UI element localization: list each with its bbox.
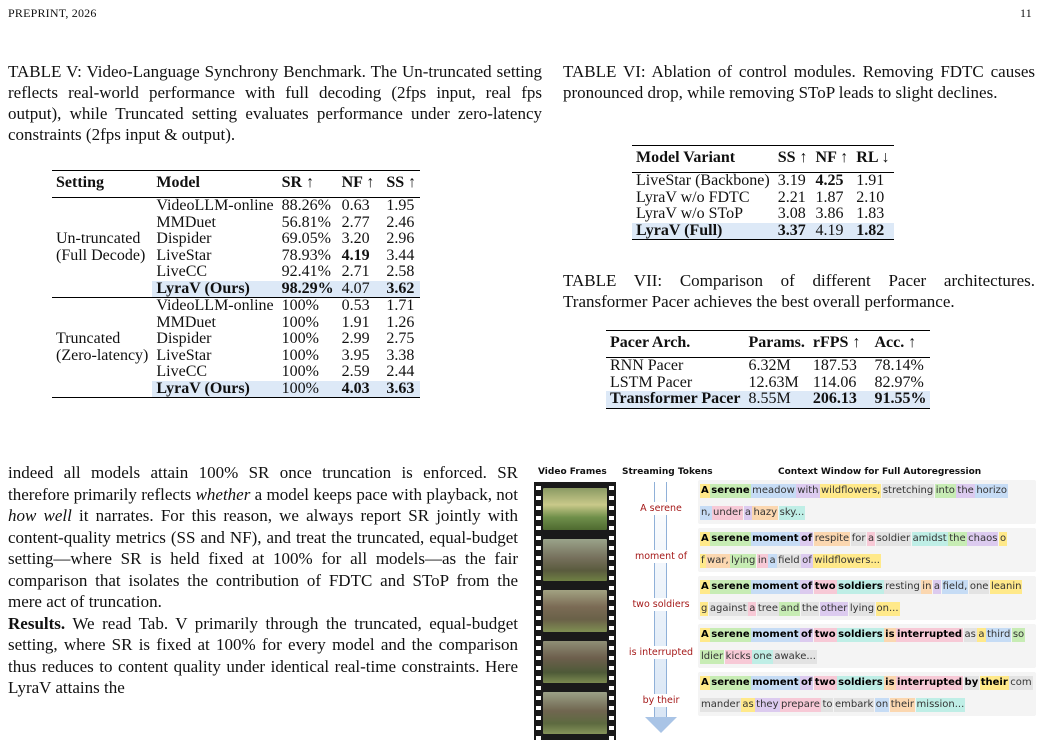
film-sprocket <box>536 686 541 690</box>
context-token: war, <box>707 555 729 566</box>
context-token: third <box>987 629 1011 640</box>
t5-cell: 1.26 <box>386 313 415 331</box>
t5-header-setting: Setting <box>56 174 104 191</box>
context-token: the <box>801 603 819 614</box>
t6-header-variant: Model Variant <box>636 149 736 166</box>
film-sprocket <box>609 586 614 590</box>
t5-cell: LiveStar <box>156 346 212 364</box>
context-token: into <box>935 485 955 496</box>
table-row <box>606 375 930 392</box>
context-line <box>698 502 1036 524</box>
context-token: with <box>797 485 819 496</box>
context-line <box>698 694 1036 716</box>
t5-cell: 3.62 <box>382 281 420 298</box>
t7-cell: 82.97% <box>874 373 924 391</box>
context-token: a <box>867 533 875 544</box>
context-token: com <box>1010 677 1032 688</box>
context-token: field, <box>942 581 968 592</box>
context-token: n, <box>701 507 711 518</box>
context-token: prepare <box>781 699 820 710</box>
t5-setting-line: (Full Decode) <box>56 246 146 264</box>
context-token: mander <box>701 699 740 710</box>
t7-cell: LSTM Pacer <box>610 373 693 391</box>
t7-cell: 8.55M <box>744 391 808 408</box>
context-token: leanin <box>990 581 1022 592</box>
context-line <box>698 624 1036 646</box>
context-token: under <box>713 507 743 518</box>
context-token: tree <box>757 603 778 614</box>
t5-cell: 2.46 <box>386 213 415 231</box>
t6-header-nf: NF ↑ <box>815 149 849 166</box>
film-sprocket <box>609 556 614 560</box>
table7-caption: TABLE VII: Comparison of different Pacer architectures. Transformer Pacer achieves the best overall performance. <box>563 271 1035 311</box>
t5-cell: 78.93% <box>281 246 331 264</box>
context-token: lying <box>731 555 756 566</box>
film-sprocket <box>609 576 614 580</box>
t6-cell: 4.19 <box>812 223 853 240</box>
context-line <box>698 646 1036 668</box>
running-header: PREPRINT, 2026 <box>8 6 97 20</box>
film-sprocket <box>536 586 541 590</box>
context-line <box>698 576 1036 598</box>
film-sprocket <box>536 636 541 640</box>
table-row <box>632 190 894 207</box>
t5-cell: 88.26% <box>281 197 331 214</box>
context-token: serene <box>711 581 750 592</box>
t5-cell: 56.81% <box>281 213 331 231</box>
table-row <box>606 358 930 375</box>
t5-cell: 98.29% <box>278 281 338 298</box>
context-line <box>698 528 1036 550</box>
t6-cell: 4.25 <box>815 172 844 189</box>
t5-header-model: Model <box>156 174 200 191</box>
context-token: as <box>742 699 754 710</box>
film-sprocket <box>536 576 541 580</box>
context-token: in <box>757 555 767 566</box>
t5-cell: Dispider <box>156 230 212 247</box>
t7-header-params: Params. <box>748 334 805 351</box>
t6-header-rl: RL ↓ <box>856 149 890 166</box>
context-token: meadow <box>752 485 795 496</box>
table-row <box>632 206 894 223</box>
context-token: of <box>801 677 813 688</box>
t5-cell: LiveCC <box>156 263 208 280</box>
context-token: soldiers <box>838 629 883 640</box>
t7-cell: 78.14% <box>874 357 924 374</box>
t5-setting-cell <box>52 298 152 398</box>
t5-cell: 1.95 <box>386 197 415 214</box>
video-frame <box>543 692 607 734</box>
t5-setting-line: (Zero-latency) <box>56 346 149 364</box>
context-window <box>698 528 1036 572</box>
t6-cell: LyraV w/o SToP <box>636 205 744 222</box>
context-token: other <box>820 603 848 614</box>
context-token: so <box>1012 629 1025 640</box>
context-token: moment <box>752 629 799 640</box>
context-token: a <box>749 603 756 614</box>
film-sprocket <box>609 696 614 700</box>
table-row <box>52 198 420 215</box>
fig-head-tokens: Streaming Tokens <box>622 467 713 477</box>
t5-cell: LyraV (Ours) <box>152 281 277 298</box>
t5-cell: 100% <box>278 381 338 398</box>
context-token: a <box>744 507 751 518</box>
context-token: against <box>709 603 747 614</box>
film-sprocket <box>609 496 614 500</box>
table6 <box>632 145 894 240</box>
context-token: a <box>769 555 776 566</box>
context-token: their <box>890 699 915 710</box>
page-number: 11 <box>1020 6 1032 20</box>
t5-cell: Dispider <box>156 330 212 347</box>
t5-cell: 4.07 <box>338 281 383 298</box>
t5-cell: 100% <box>281 297 319 314</box>
t5-cell: 3.63 <box>382 381 420 398</box>
context-token: a <box>978 629 985 640</box>
context-token: f <box>701 555 705 566</box>
film-sprocket <box>609 616 614 620</box>
table-row <box>632 173 894 190</box>
t7-header-acc: Acc. ↑ <box>874 334 917 351</box>
context-token: of <box>801 629 813 640</box>
body-paragraphs <box>8 462 518 699</box>
t5-cell: 92.41% <box>281 263 331 280</box>
context-token: stretching <box>882 485 934 496</box>
video-frame <box>543 590 607 632</box>
context-token: the <box>957 485 974 496</box>
results-paragraph <box>8 613 518 699</box>
film-sprocket <box>536 646 541 650</box>
stream-token: is interrupted <box>628 647 694 658</box>
t5-header-nf: NF ↑ <box>341 174 375 191</box>
t5-cell: 2.99 <box>341 330 370 347</box>
body-text: a model keeps pace with playback, not <box>250 484 519 504</box>
film-sprocket <box>536 716 541 720</box>
film-sprocket <box>536 536 541 540</box>
context-token: horizo <box>976 485 1008 496</box>
context-token: wildflowers... <box>814 555 880 566</box>
film-strip <box>534 482 616 740</box>
context-token: sky... <box>779 507 805 518</box>
context-token: the <box>949 533 966 544</box>
t5-cell: 3.44 <box>386 246 415 264</box>
t5-cell: MMDuet <box>156 213 216 231</box>
film-sprocket <box>536 496 541 500</box>
t5-cell: 100% <box>281 313 319 331</box>
context-token: A <box>701 485 709 496</box>
t5-cell: 3.20 <box>341 230 370 247</box>
film-sprocket <box>536 736 541 740</box>
t5-cell: 0.53 <box>341 297 370 314</box>
t6-cell: 3.08 <box>777 205 806 222</box>
t5-cell: 2.44 <box>386 363 415 380</box>
body-text: it narrates. For this reason, we always report SR jointly with content-quality metrics (SS and NF), and treat the truncated, equal-budget setting—where SR is held fixed at 100% for all models—as the fair comparison that isolates the contribution of FDTC and SToP from the mere act of truncation. <box>8 506 518 611</box>
stream-token: moment of <box>634 551 688 562</box>
film-sprocket <box>609 736 614 740</box>
t6-cell: 2.21 <box>777 188 806 206</box>
t5-cell: 3.95 <box>341 346 370 364</box>
film-sprocket <box>536 726 541 730</box>
context-token: g <box>701 603 708 614</box>
film-sprocket <box>609 686 614 690</box>
t5-cell: 3.38 <box>386 346 415 364</box>
film-sprocket <box>609 596 614 600</box>
context-line <box>698 480 1036 502</box>
context-token: A <box>701 581 709 592</box>
stream-arrow-head-icon <box>645 717 677 733</box>
stream-token: A serene <box>640 503 682 514</box>
context-token: and <box>780 603 800 614</box>
film-sprocket <box>536 706 541 710</box>
streaming-figure <box>528 464 1040 740</box>
film-sprocket <box>536 506 541 510</box>
t7-cell: RNN Pacer <box>610 357 684 374</box>
context-token: of <box>801 581 813 592</box>
body-emph: how well <box>8 506 72 525</box>
film-sprocket <box>609 566 614 570</box>
film-sprocket <box>609 706 614 710</box>
table7 <box>606 330 930 409</box>
context-token: wildflowers, <box>821 485 881 496</box>
t7-cell: Transformer Pacer <box>606 391 744 408</box>
context-token: moment <box>752 533 799 544</box>
context-window <box>698 480 1036 524</box>
context-token: of <box>801 533 813 544</box>
context-token: ldier <box>701 651 724 662</box>
t5-cell: 69.05% <box>281 230 331 247</box>
t6-header-ss: SS ↑ <box>777 149 808 166</box>
t5-cell: 2.96 <box>386 230 415 247</box>
film-sprocket <box>609 716 614 720</box>
context-token: two <box>814 581 836 592</box>
film-sprocket <box>609 536 614 540</box>
film-sprocket <box>536 486 541 490</box>
t7-cell: 12.63M <box>748 373 799 391</box>
table-row-highlight <box>632 223 894 240</box>
film-sprocket <box>609 726 614 730</box>
film-sprocket <box>536 676 541 680</box>
context-token: is <box>885 629 895 640</box>
t7-cell: 91.55% <box>870 391 930 408</box>
t5-cell: 1.71 <box>386 297 415 314</box>
context-token: soldier <box>876 533 911 544</box>
film-sprocket <box>609 516 614 520</box>
context-token: serene <box>711 485 750 496</box>
context-token: is <box>885 677 895 688</box>
t5-cell: 100% <box>281 346 319 364</box>
context-token: one <box>753 651 772 662</box>
film-sprocket <box>536 516 541 520</box>
t7-cell: 6.32M <box>748 357 791 374</box>
context-token: they <box>756 699 779 710</box>
film-sprocket <box>536 566 541 570</box>
context-window <box>698 576 1036 620</box>
context-token: soldiers <box>838 581 883 592</box>
stream-token: two soldiers <box>632 599 690 610</box>
context-token: awake... <box>774 651 816 662</box>
table5-caption: TABLE V: Video-Language Synchrony Benchmark. The Un-truncated setting reflects real-world performance with full decoding (2fps input, real fps output), while Truncated setting evaluates performance under zero-latency constraints (2fps input & output). <box>8 62 542 144</box>
t5-cell: VideoLLM-online <box>156 197 274 214</box>
film-sprocket <box>609 656 614 660</box>
body-text: We read Tab. V primarily through the truncated, equal-budget setting, where SR is fixed at 100% for every model and the comparison thus reduces to content quality under identical real-time constraints. Here LyraV attains the <box>8 613 518 697</box>
context-token: to <box>822 699 833 710</box>
film-sprocket <box>536 666 541 670</box>
context-token: mission... <box>916 699 965 710</box>
context-token: amidst <box>912 533 947 544</box>
table-row <box>52 298 420 315</box>
context-token: hazy <box>753 507 778 518</box>
t5-cell: 4.03 <box>338 381 383 398</box>
context-token: their <box>980 677 1008 688</box>
t5-cell: LyraV (Ours) <box>152 381 277 398</box>
table6-caption: TABLE VI: Ablation of control modules. Removing FDTC causes pronounced drop, while removing SToP leads to slight declines. <box>563 62 1035 102</box>
t6-cell: LyraV (Full) <box>632 223 774 240</box>
context-token: of <box>802 555 812 566</box>
film-sprocket <box>536 556 541 560</box>
film-sprocket <box>609 526 614 530</box>
context-token: in <box>922 581 932 592</box>
t6-cell: LiveStar (Backbone) <box>636 172 770 189</box>
film-sprocket <box>536 616 541 620</box>
t5-cell: 100% <box>281 330 319 347</box>
t5-cell: 2.75 <box>386 330 415 347</box>
context-token: lying <box>849 603 875 614</box>
film-sprocket <box>609 546 614 550</box>
results-heading: Results. <box>8 613 66 633</box>
context-token: embark <box>834 699 874 710</box>
context-token: A <box>701 629 709 640</box>
t6-cell: 1.87 <box>815 188 844 206</box>
film-sprocket <box>536 596 541 600</box>
t5-cell: LiveCC <box>156 363 208 380</box>
context-line <box>698 672 1036 694</box>
context-token: serene <box>711 629 750 640</box>
context-token: as <box>964 629 976 640</box>
t6-cell: 3.19 <box>777 172 806 189</box>
film-sprocket <box>609 486 614 490</box>
fig-head-context: Context Window for Full Autoregression <box>778 467 982 477</box>
body-emph: whether <box>195 484 251 504</box>
t6-cell: 1.82 <box>852 223 893 240</box>
context-token: field <box>778 555 800 566</box>
context-token: A <box>701 533 709 544</box>
context-token: kicks <box>725 651 751 662</box>
t5-cell: 2.71 <box>341 263 370 280</box>
t5-cell: 1.91 <box>341 313 370 331</box>
film-sprocket <box>609 646 614 650</box>
context-token: serene <box>711 533 750 544</box>
stream-token: by their <box>642 695 680 706</box>
t5-header-ss: SS ↑ <box>386 174 417 191</box>
body-text: indeed all models attain 100% SR once truncation is enforced. SR therefore primarily reflects <box>8 463 518 504</box>
video-frame <box>543 539 607 581</box>
fig-head-frames: Video Frames <box>538 467 607 477</box>
context-token: resting <box>885 581 920 592</box>
film-sprocket <box>609 626 614 630</box>
context-token: respite <box>814 533 850 544</box>
t5-header-sr: SR ↑ <box>281 174 315 191</box>
t5-cell: 0.63 <box>341 197 370 214</box>
video-frame <box>543 641 607 683</box>
film-sprocket <box>609 676 614 680</box>
film-sprocket <box>609 506 614 510</box>
t5-cell: 2.58 <box>386 263 415 280</box>
context-token: o <box>999 533 1007 544</box>
t5-cell: 2.59 <box>341 363 370 380</box>
t7-header-arch: Pacer Arch. <box>610 334 691 351</box>
context-token: by <box>964 677 979 688</box>
video-frame <box>543 488 607 530</box>
t6-cell: 2.10 <box>856 188 885 206</box>
context-token: moment <box>752 581 799 592</box>
context-token: one <box>969 581 989 592</box>
table-row-highlight <box>606 391 930 408</box>
context-window <box>698 672 1036 716</box>
t5-cell: VideoLLM-online <box>156 297 274 314</box>
context-token: moment <box>752 677 799 688</box>
context-window <box>698 624 1036 668</box>
context-token: soldiers <box>838 677 883 688</box>
context-token: chaos <box>968 533 998 544</box>
t5-cell: 100% <box>281 363 319 380</box>
film-sprocket <box>536 526 541 530</box>
context-line <box>698 550 1036 572</box>
context-token: two <box>814 629 836 640</box>
film-sprocket <box>609 606 614 610</box>
t5-setting-line: Truncated <box>56 330 121 347</box>
film-sprocket <box>536 606 541 610</box>
t6-cell: 1.91 <box>856 172 885 189</box>
film-sprocket <box>536 656 541 660</box>
table5 <box>52 170 420 398</box>
film-sprocket <box>536 626 541 630</box>
t6-cell: 3.37 <box>774 223 812 240</box>
t6-cell: 1.83 <box>856 205 885 222</box>
t5-cell: MMDuet <box>156 313 216 331</box>
t5-setting-line: Un-truncated <box>56 230 141 247</box>
context-token: on <box>875 699 889 710</box>
context-token: a <box>933 581 941 592</box>
film-sprocket <box>536 696 541 700</box>
context-token: for <box>851 533 866 544</box>
t6-cell: LyraV w/o FDTC <box>636 188 750 206</box>
context-token: serene <box>711 677 750 688</box>
t7-cell: 114.06 <box>812 373 857 391</box>
context-line <box>698 598 1036 620</box>
t5-setting-cell <box>52 198 152 298</box>
t7-cell: 206.13 <box>809 391 871 408</box>
t5-cell: 2.77 <box>341 213 370 231</box>
film-sprocket <box>536 546 541 550</box>
film-sprocket <box>609 666 614 670</box>
t5-cell: 4.19 <box>341 246 370 264</box>
t5-cell: LiveStar <box>156 246 212 264</box>
t7-header-rfps: rFPS ↑ <box>812 334 861 351</box>
context-token: interrupted <box>897 629 963 640</box>
context-token: two <box>814 677 836 688</box>
t6-cell: 3.86 <box>815 205 844 222</box>
context-token: interrupted <box>897 677 963 688</box>
context-token: A <box>701 677 709 688</box>
t7-cell: 187.53 <box>812 357 857 374</box>
film-sprocket <box>609 636 614 640</box>
context-token: on... <box>876 603 899 614</box>
